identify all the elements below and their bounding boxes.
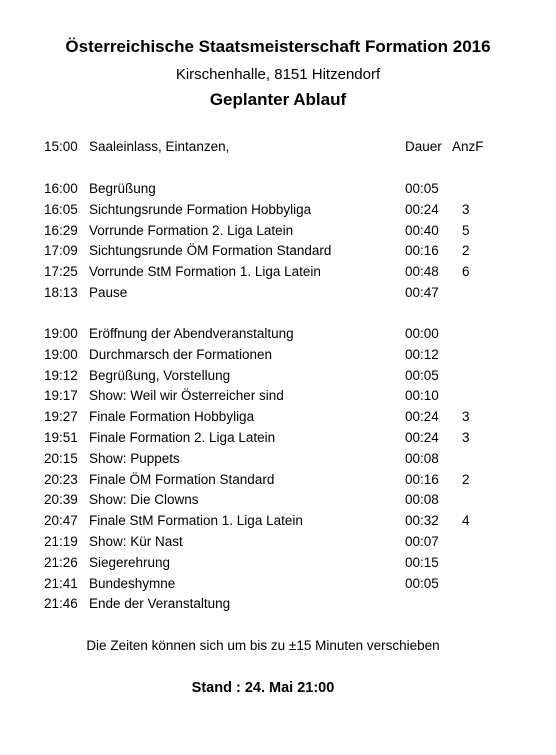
table-row [0, 531, 556, 552]
table-row [0, 344, 556, 365]
table-row [0, 365, 556, 386]
table-row [0, 406, 556, 427]
row-item: Durchmarsch der Formationen [89, 346, 273, 362]
row-duration: 00:24 [405, 409, 439, 425]
table-row [0, 448, 556, 469]
row-time: 16:29 [44, 222, 78, 238]
table-row [0, 552, 556, 573]
row-duration: 00:05 [405, 181, 439, 196]
table-row [0, 323, 556, 344]
row-item: Sichtungsrunde ÖM Formation Standard [89, 243, 332, 259]
table-row [0, 573, 556, 594]
row-item: Vorrunde Formation 2. Liga Latein [89, 222, 294, 238]
row-time: 17:09 [44, 243, 78, 259]
schedule-heading: Geplanter Ablauf [209, 90, 347, 109]
row-item: Saaleinlass, Eintanzen, [89, 139, 230, 154]
table-row [0, 261, 556, 282]
row-time: 21:46 [44, 596, 78, 612]
row-item: Finale ÖM Formation Standard [89, 471, 275, 487]
table-row [0, 240, 556, 261]
row-count: 4 [462, 513, 470, 529]
row-time: 17:25 [44, 264, 78, 280]
row-time: 21:26 [44, 554, 78, 570]
row-duration: 00:07 [405, 534, 439, 549]
row-item: Pause [89, 285, 128, 300]
row-count: 6 [462, 264, 470, 280]
row-item: Finale StM Formation 1. Liga Latein [89, 513, 303, 529]
row-duration: 00:05 [405, 367, 439, 383]
row-duration: 00:47 [405, 285, 439, 300]
table-row [0, 469, 556, 490]
table-row [0, 593, 556, 614]
row-item: Finale Formation Hobbyliga [89, 409, 255, 425]
row-item: Begrüßung [89, 181, 156, 196]
row-duration: 00:40 [405, 222, 439, 238]
count-column-header: AnzF [452, 139, 484, 154]
table-row [0, 510, 556, 531]
row-duration: 00:24 [405, 201, 439, 217]
row-time: 21:41 [44, 575, 78, 591]
row-duration: 00:16 [405, 471, 439, 487]
row-time: 20:39 [44, 492, 78, 508]
row-item: Show: Puppets [89, 450, 180, 466]
row-count: 3 [462, 430, 470, 445]
row-item: Show: Kür Nast [89, 534, 183, 549]
row-time: 15:00 [44, 139, 78, 154]
row-duration: 00:15 [405, 554, 439, 570]
row-item: Show: Weil wir Österreicher sind [89, 388, 284, 404]
table-row [0, 199, 556, 220]
row-item: Show: Die Clowns [89, 492, 199, 508]
row-time: 19:00 [44, 326, 78, 341]
document-title: Österreichische Staatsmeisterschaft Formation 2016 [65, 37, 491, 56]
duration-column-header: Dauer [405, 139, 442, 154]
row-duration: 00:32 [405, 513, 439, 529]
row-item: Eröffnung der Abendveranstaltung [89, 326, 294, 341]
row-item: Ende der Veranstaltung [89, 596, 231, 612]
row-duration: 00:10 [405, 388, 439, 404]
row-item: Bundeshymne [89, 575, 176, 591]
row-duration: 00:12 [405, 346, 439, 362]
row-item: Begrüßung, Vorstellung [89, 367, 231, 383]
table-row [0, 427, 556, 448]
row-time: 20:23 [44, 471, 78, 487]
row-time: 19:51 [44, 430, 78, 445]
row-duration: 00:00 [405, 326, 439, 341]
row-count: 3 [462, 409, 470, 425]
row-item: Siegerehrung [89, 554, 171, 570]
table-row [0, 178, 556, 199]
row-time: 16:00 [44, 181, 78, 196]
row-duration: 00:08 [405, 492, 439, 508]
table-row [0, 220, 556, 241]
intro-row [0, 136, 556, 157]
row-count: 2 [462, 471, 470, 487]
row-item: Vorrunde StM Formation 1. Liga Latein [89, 264, 321, 280]
row-time: 20:47 [44, 513, 78, 529]
row-count: 2 [462, 243, 470, 259]
row-time: 18:13 [44, 285, 78, 300]
row-time: 19:17 [44, 388, 78, 404]
version-stamp: Stand : 24. Mai 21:00 [191, 680, 335, 696]
row-time: 19:27 [44, 409, 78, 425]
row-count: 5 [462, 222, 470, 238]
row-duration: 00:05 [405, 575, 439, 591]
table-row [0, 385, 556, 406]
row-duration: 00:48 [405, 264, 439, 280]
row-item: Finale Formation 2. Liga Latein [89, 430, 276, 445]
row-duration: 00:08 [405, 450, 439, 466]
table-row [0, 489, 556, 510]
table-row [0, 282, 556, 303]
row-time: 19:00 [44, 346, 78, 362]
row-duration: 00:16 [405, 243, 439, 259]
venue-line: Kirschenhalle, 8151 Hitzendorf [175, 66, 381, 83]
row-time: 20:15 [44, 450, 78, 466]
row-time: 19:12 [44, 367, 78, 383]
row-item: Sichtungsrunde Formation Hobbyliga [89, 201, 312, 217]
timing-note: Die Zeiten können sich um bis zu ±15 Minuten verschieben [86, 638, 440, 653]
row-time: 21:19 [44, 534, 78, 549]
row-count: 3 [462, 201, 470, 217]
row-time: 16:05 [44, 201, 78, 217]
row-duration: 00:24 [405, 430, 439, 445]
